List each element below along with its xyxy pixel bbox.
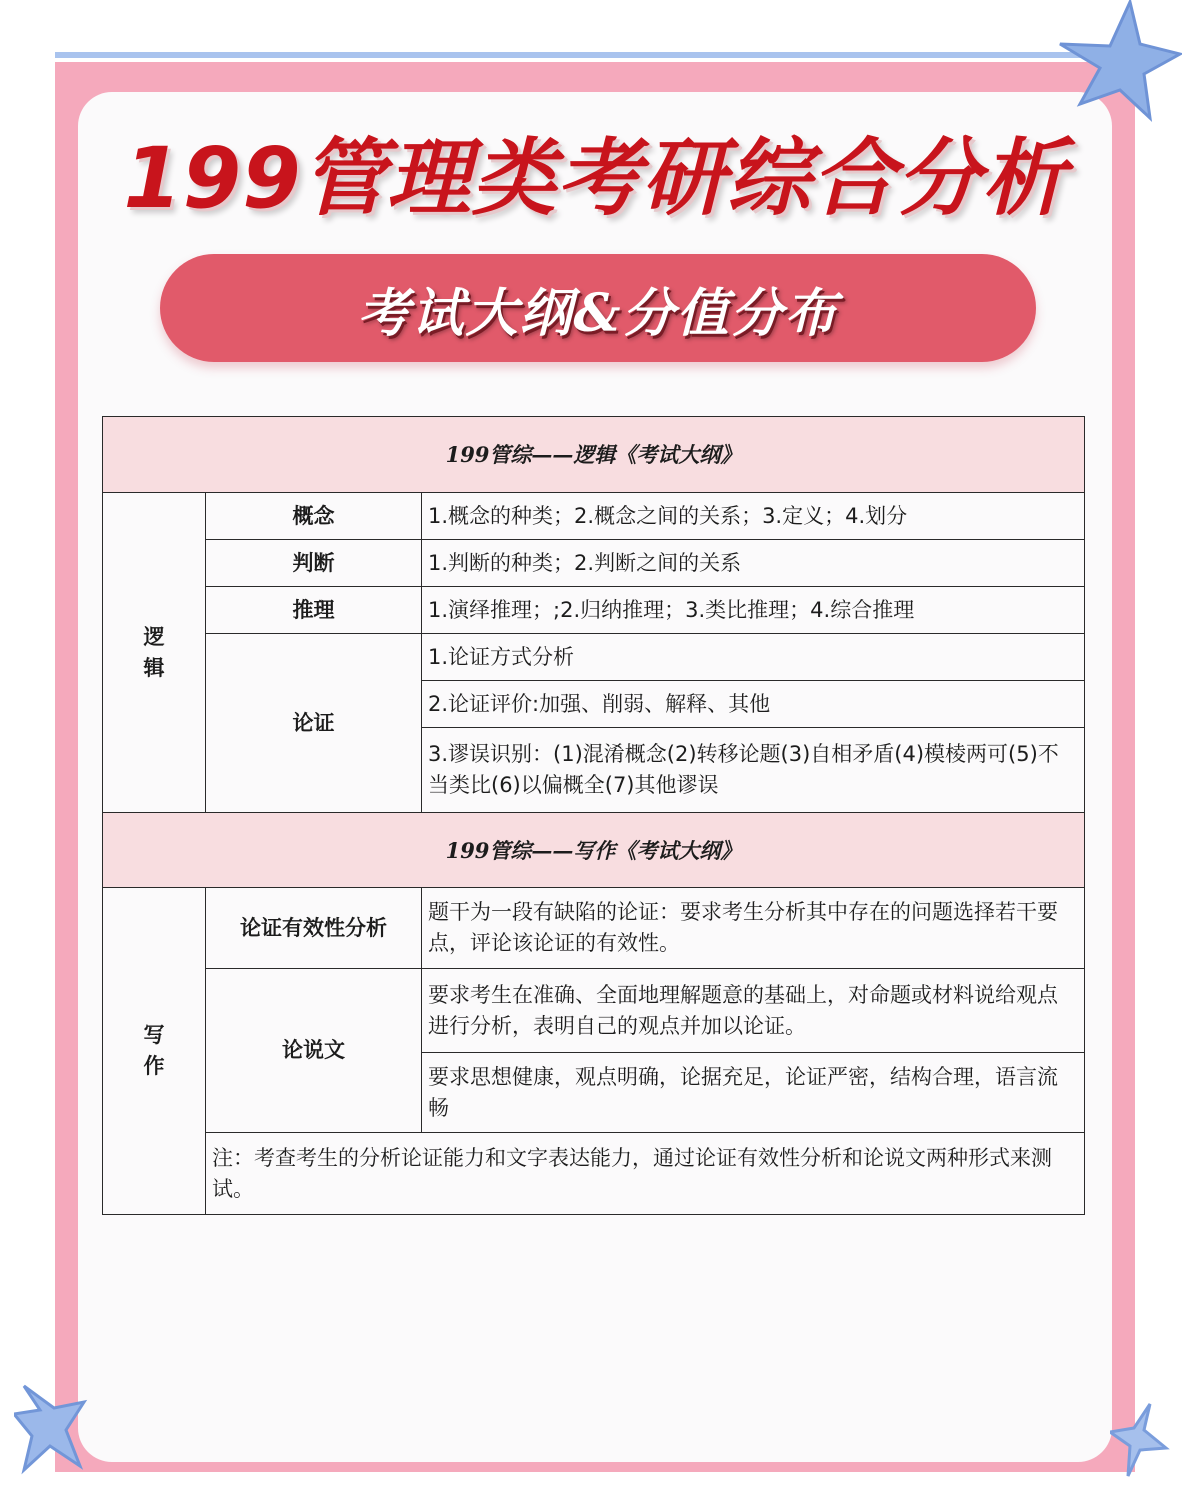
desc-cell: 1.论证方式分析 (422, 634, 1085, 681)
table-row (103, 969, 1085, 1053)
writing-section-header: 199管综——写作《考试大纲》 (103, 813, 1085, 888)
logic-category-cell (103, 493, 206, 813)
star-icon (1110, 1400, 1170, 1480)
table-row (103, 888, 1085, 969)
top-accent-line (55, 52, 1135, 58)
desc-cell: 1.概念的种类；2.概念之间的关系；3.定义；4.划分 (422, 493, 1085, 540)
table-row (103, 417, 1085, 493)
desc-cell: 2.论证评价:加强、削弱、解释、其他 (422, 681, 1085, 728)
star-icon (1040, 0, 1182, 140)
table-row (103, 493, 1085, 540)
desc-cell: 3.谬误识别：(1)混淆概念(2)转移论题(3)自相矛盾(4)模棱两可(5)不当类比(6)以偏概全(7)其他谬误 (422, 728, 1085, 813)
desc-cell: 1.演绎推理；;2.归纳推理；3.类比推理；4.综合推理 (422, 587, 1085, 634)
table-row (103, 634, 1085, 681)
page-title: 199管理类考研综合分析 (123, 129, 1067, 227)
desc-cell: 要求考生在准确、全面地理解题意的基础上，对命题或材料说给观点进行分析，表明自己的观点并加以论证。 (422, 969, 1085, 1053)
topic-cell: 推理 (206, 587, 422, 634)
table-row (103, 1133, 1085, 1215)
topic-cell: 论证有效性分析 (206, 888, 422, 969)
writing-category-label: 写作 (143, 1023, 165, 1078)
subtitle-banner (160, 254, 1036, 362)
writing-category-cell (103, 888, 206, 1215)
table-row (103, 813, 1085, 888)
logic-category-label: 逻辑 (143, 624, 165, 680)
topic-cell: 概念 (206, 493, 422, 540)
table-row (103, 540, 1085, 587)
subtitle-text: 考试大纲&分值分布 (357, 282, 839, 344)
topic-cell: 论证 (206, 634, 422, 813)
star-icon (14, 1380, 94, 1480)
topic-cell: 判断 (206, 540, 422, 587)
desc-cell: 要求思想健康，观点明确，论据充足，论证严密，结构合理，语言流畅 (422, 1053, 1085, 1133)
table-row (103, 587, 1085, 634)
desc-cell: 题干为一段有缺陷的论证：要求考生分析其中存在的问题选择若干要点，评论该论证的有效性。 (422, 888, 1085, 969)
logic-section-header: 199管综——逻辑《考试大纲》 (103, 417, 1085, 493)
syllabus-table (102, 416, 1085, 1215)
desc-cell: 1.判断的种类；2.判断之间的关系 (422, 540, 1085, 587)
topic-cell: 论说文 (206, 969, 422, 1133)
note-cell: 注：考查考生的分析论证能力和文字表达能力，通过论证有效性分析和论说文两种形式来测试。 (206, 1133, 1085, 1215)
